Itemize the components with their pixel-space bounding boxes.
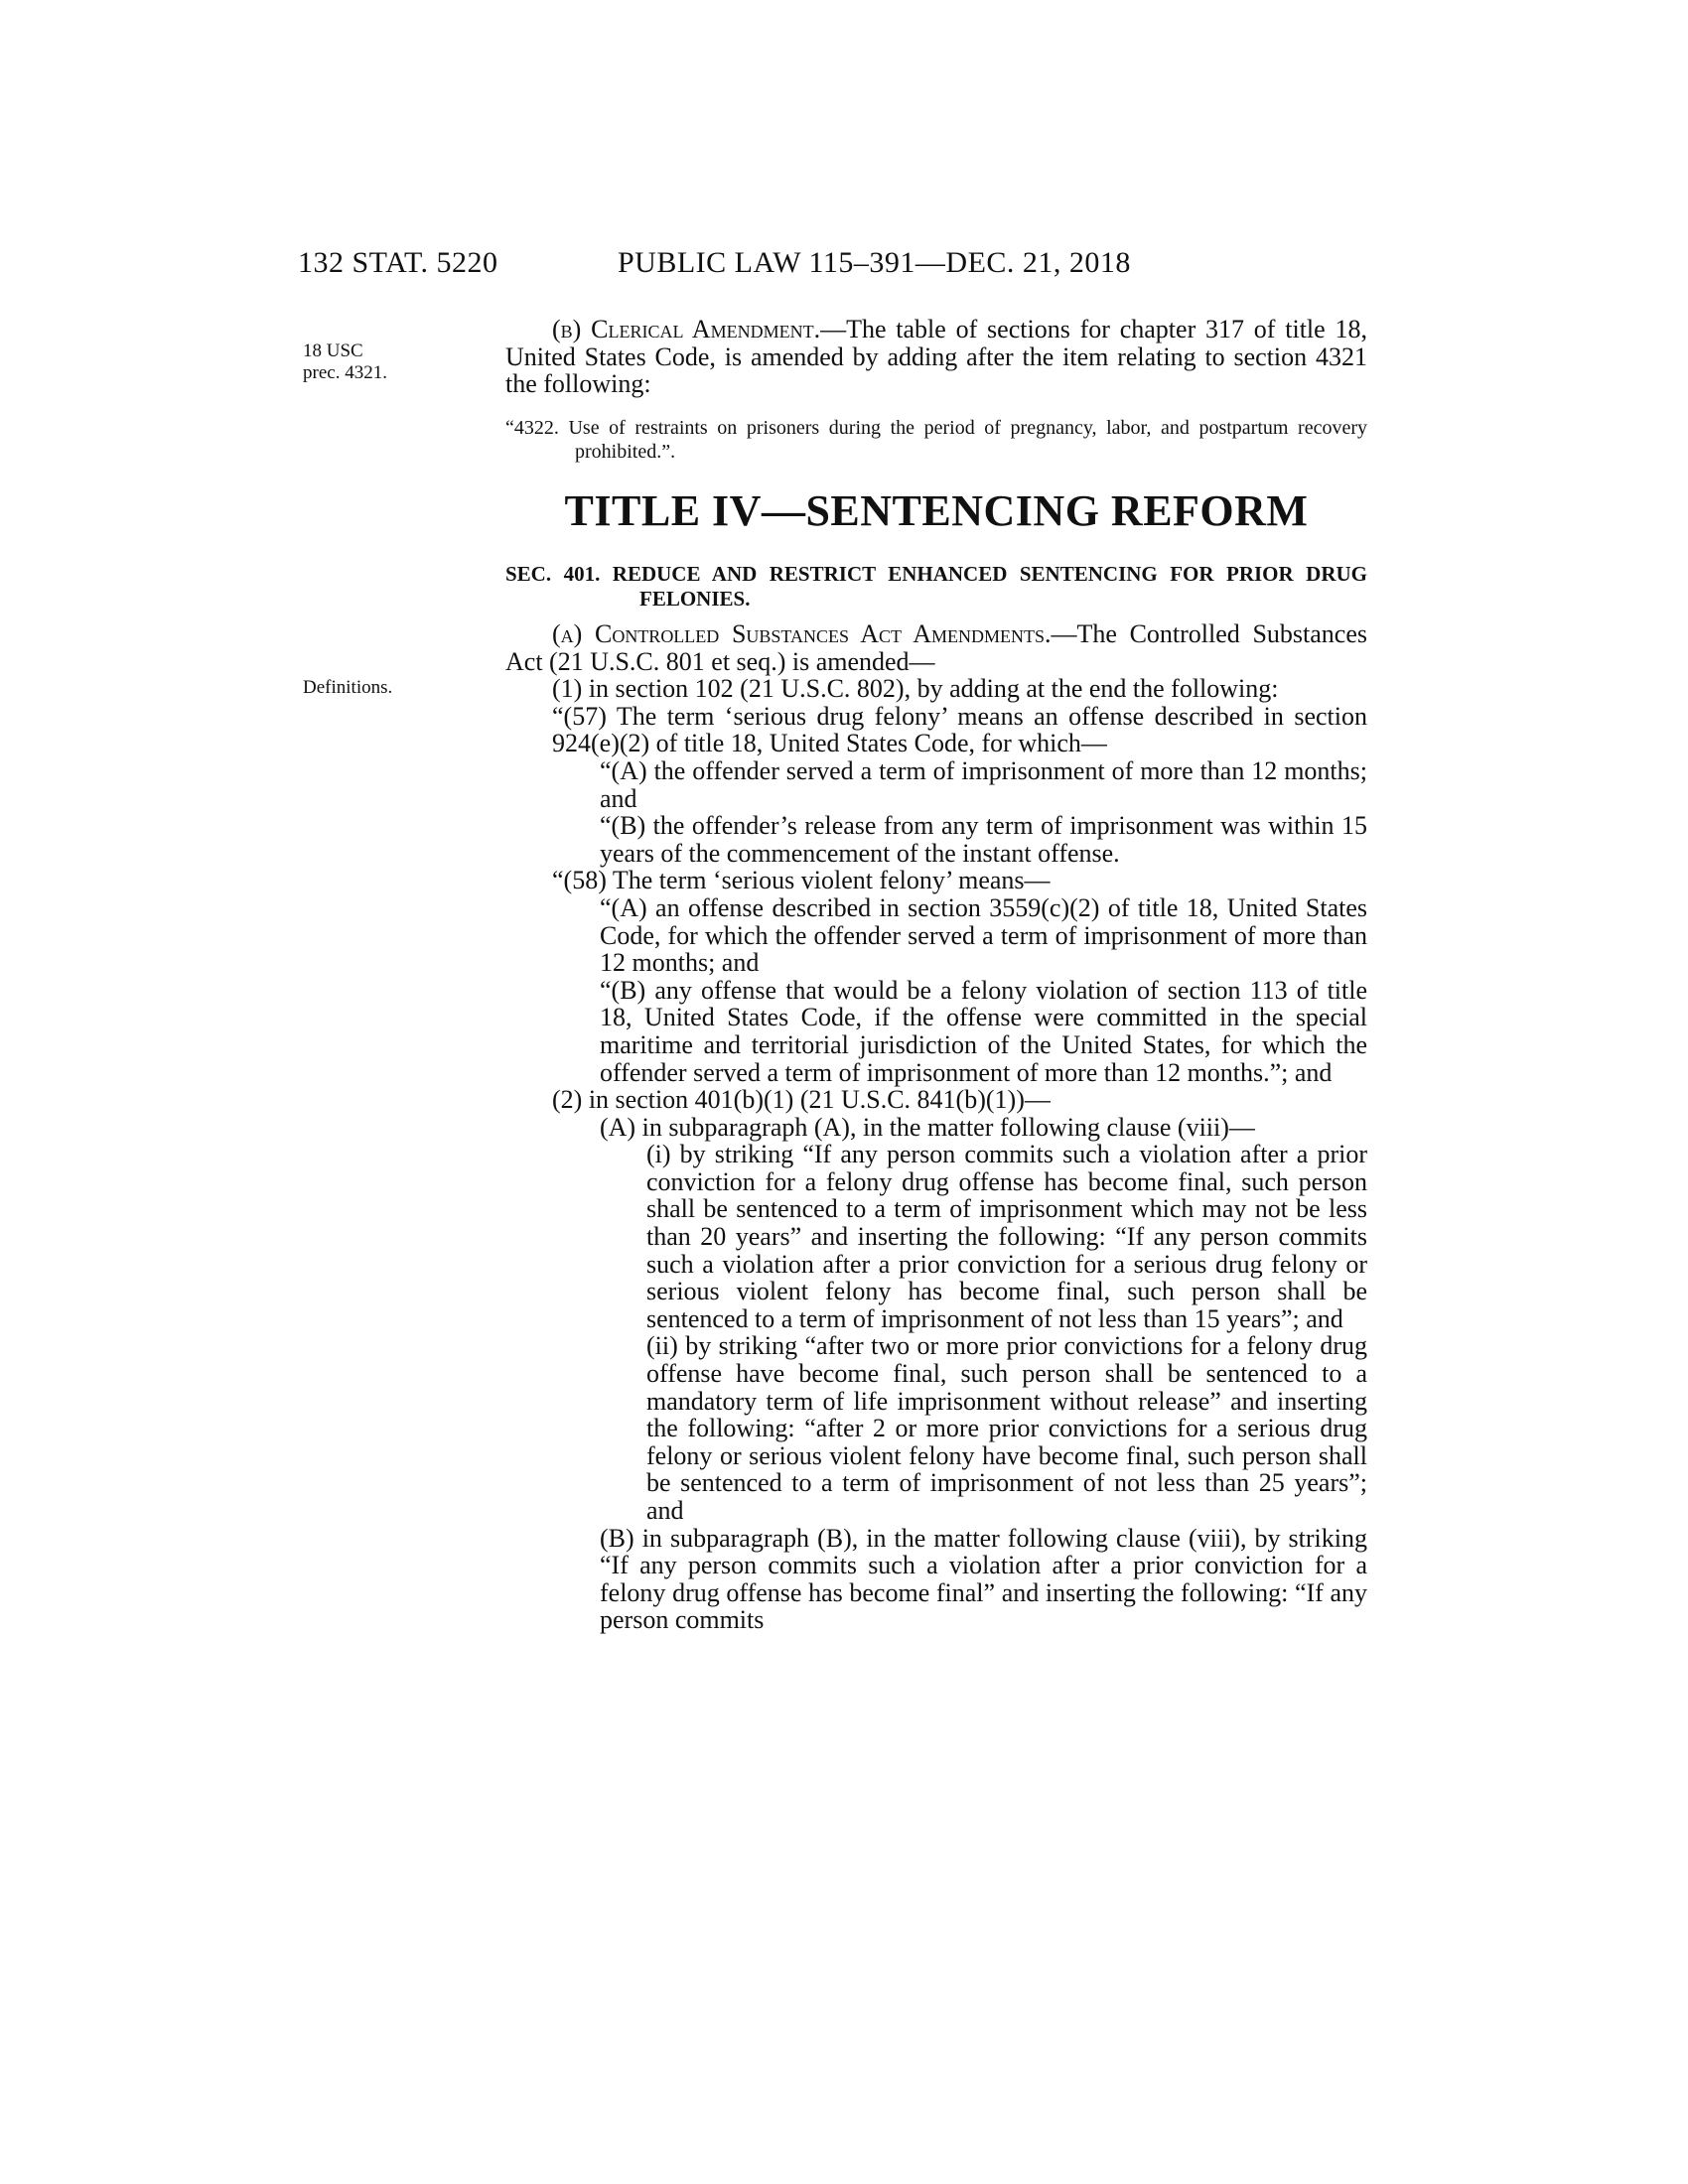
definition-57-a: “(A) the offender served a term of imprisonment of more than 12 months; and [600,755,1367,813]
clerical-amendment-text: —The table of sections for chapter 317 of title 18, United States Code, is amended by adding after the item relating to section 4321 the following: [505,315,1367,399]
stat-page-number: 132 STAT. 5220 [298,246,498,279]
subparagraph-2-a: (A) in subparagraph (A), in the matter following clause (viii)— [600,1112,1255,1142]
paragraph-2: (2) in section 401(b)(1) (21 U.S.C. 841(b)(1))— [552,1085,1051,1115]
margin-note-usc-line2: prec. 4321. [303,362,387,383]
section-heading: SEC. 401. REDUCE AND RESTRICT ENHANCED SENTENCING FOR PRIOR DRUG FELONIES. [505,562,1367,611]
definition-58: “(58) The term ‘serious violent felony’ means— [552,866,1051,895]
subparagraph-2-b: (B) in subparagraph (B), in the matter following clause (viii), by striking “If any person commits such a violation after a prior conviction for a felony drug offense has become final” and inserting the following: “If any person commits [600,1523,1367,1635]
clause-2-a-ii: (ii) by striking “after two or more prior convictions for a felony drug offense have become final, such person shall be sentenced to a mandatory term of life imprisonment without release” and inserting the following: “after 2 or more prior convictions for a serious drug felony or serious violent felony have become final, such person shall be sentenced to a term of imprisonment of not less than 25 years”; and [646,1331,1367,1525]
definition-58-a: “(A) an offense described in section 3559(c)(2) of title 18, United States Code, for which the offender served a term of imprisonment of more than 12 months; and [600,892,1367,978]
law-citation-header: PUBLIC LAW 115–391—DEC. 21, 2018 [618,246,1131,279]
margin-note-definitions: Definitions. [303,677,393,698]
clause-2-a-i: (i) by striking “If any person commits such a violation after a prior conviction for a felony drug offense has become final, such person shall be sentenced to a term of imprisonment which may not be less than 20 years” and inserting the following: “If any person commits such a violation after a prior conviction for a serious drug felony or serious violent felony has become final, such person shall be sentenced to a term of imprisonment of not less than 15 years”; and [646,1140,1367,1333]
section-401-body [505,620,1367,1634]
csa-amendments-text: —The Controlled Substances Act (21 U.S.C. 801 et seq.) is amended— [505,619,1367,676]
csa-amendments-label: (a) Controlled Substances Act Amendments. [552,619,1052,648]
definition-58-b: “(B) any offense that would be a felony violation of section 113 of title 18, United States Code, if the offense were committed in the special maritime and territorial jurisdiction of the United States, for which the offender served a term of imprisonment of more than 12 months.”; and [600,975,1367,1087]
definition-57: “(57) The term ‘serious drug felony’ means an offense described in section 924(e)(2) of title 18, United States Code, for which— [552,701,1367,758]
clerical-amendment-label: (b) Clerical Amendment. [552,315,821,343]
definition-57-b: “(B) the offender’s release from any term of imprisonment was within 15 years of the commencement of the instant offense. [600,811,1367,868]
clerical-amendment [505,316,1367,398]
margin-note-usc-line1: 18 USC [303,341,363,361]
title-heading: TITLE IV—SENTENCING REFORM [564,486,1309,535]
table-of-sections-item: “4322. Use of restraints on prisoners during the period of pregnancy, labor, and postpartum recovery prohibited.”. [505,417,1367,463]
paragraph-1: (1) in section 102 (21 U.S.C. 802), by adding at the end the following: [552,674,1279,704]
margin-note-usc [303,341,387,384]
